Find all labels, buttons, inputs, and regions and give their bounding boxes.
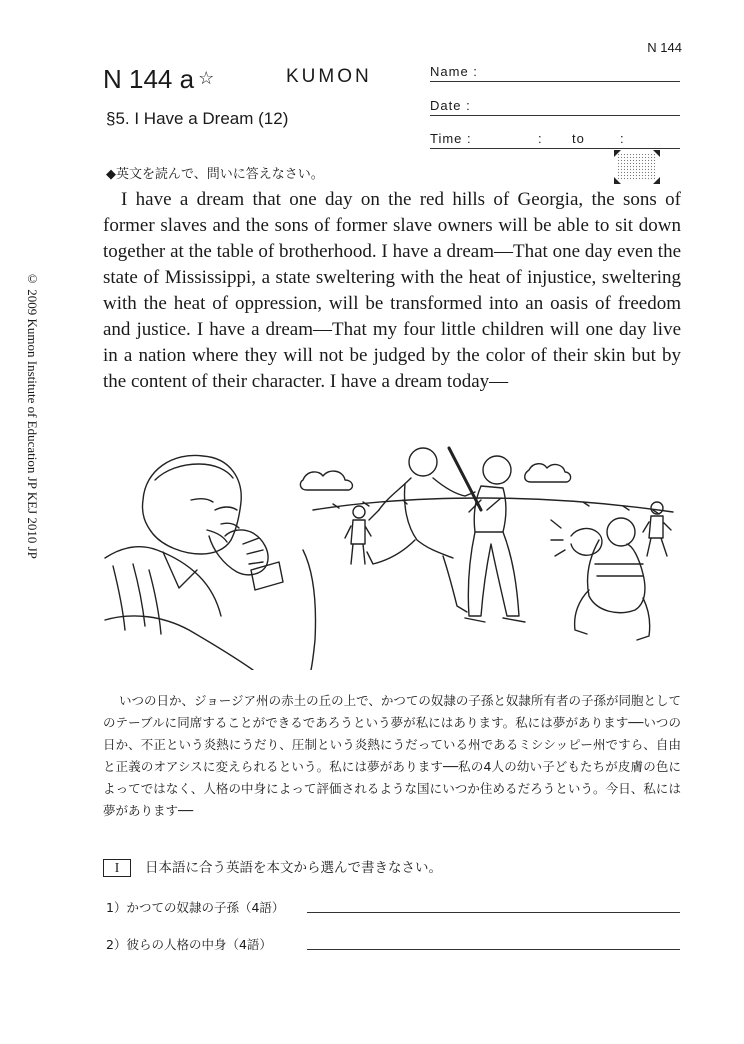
question-prompt: 日本語に合う英語を本文から選んで書きなさい。: [145, 860, 442, 876]
batter-figure: [449, 448, 525, 622]
passage-text: I have a dream that one day on the red hills of Georgia, the sons of former slaves and the sons of former slave owners will be able to sit down together at the table of brotherhood. I have a dream—That one day even the state of Mississippi, a state sweltering with the heat of injustice, sweltering with the heat of oppression, will be transformed into an oasis of freedom and justice. I have a dream—That my four little children will one day live in a nation where they will not be judged by the color of their skin but by the content of their character. I have a dream today—: [103, 189, 681, 392]
answer-line-1[interactable]: [307, 911, 680, 913]
copyright-notice: © 2009 Kumon Institute of Education JP KEJ 2010 JP: [25, 271, 40, 559]
question-section: [103, 856, 442, 877]
time-colon-end: :: [620, 131, 625, 146]
question-number: I: [103, 859, 131, 877]
instruction: ◆英文を読んで、問いに答えなさい。: [106, 167, 324, 182]
brand-logo: KUMON: [286, 66, 372, 87]
time-to-label: to: [572, 131, 585, 146]
answer-line-2[interactable]: [307, 948, 680, 950]
stamp-box-icon: [614, 150, 660, 184]
illustration: [103, 440, 683, 670]
running-player-figure: [367, 448, 475, 612]
question-item-2: 2）彼らの人格の中身（4語）: [106, 937, 272, 952]
catcher-figure: [551, 518, 650, 640]
time-field[interactable]: [430, 130, 680, 149]
date-field[interactable]: [430, 97, 680, 116]
japanese-translation: いつの日か、ジョージア州の赤土の丘の上で、かつての奴隷の子孫と奴隷所有者の子孫が同胞としてのテーブルに同席することができるであろうという夢が私にはあります。私には夢があります──いつの日か、不正という炎熱にうだり、圧制という炎熱にうだっている州であるミシシッピー州ですら、自由と正義のオアシスに変えられるという。私には夢があります──私の4人の幼い子どもたちが皮膚の色によってではなく、人格の中身によって評価されるような国にいつか住めるだろうという。今日、私には夢があります──: [103, 693, 681, 818]
speaker-figure: [105, 455, 316, 670]
section-title: §5. I Have a Dream (12): [106, 109, 289, 128]
date-label: Date :: [430, 98, 471, 113]
page-code: N 144: [647, 40, 682, 55]
star-icon: ☆: [198, 68, 215, 88]
question-item-1: 1）かつての奴隷の子孫（4語）: [106, 900, 285, 915]
name-field[interactable]: [430, 63, 680, 82]
fielder-left-figure: [345, 506, 371, 564]
sheet-code: N 144 a: [103, 64, 195, 94]
time-colon-start: :: [538, 131, 543, 146]
name-label: Name :: [430, 64, 478, 79]
time-label: Time :: [430, 131, 472, 146]
sheet-title: [103, 64, 214, 95]
